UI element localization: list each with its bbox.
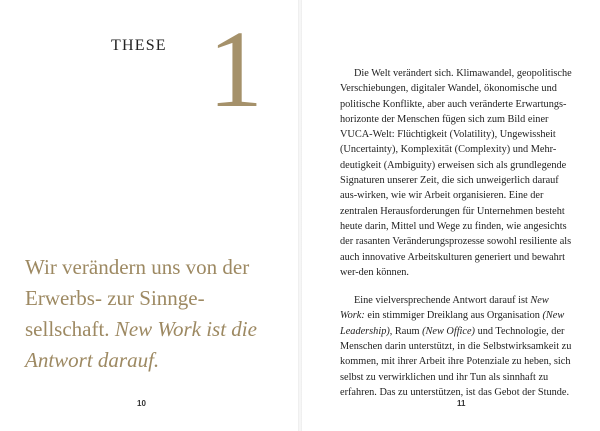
body-text xyxy=(340,66,572,400)
these-label: THESE xyxy=(111,37,167,54)
thesis-headline xyxy=(25,252,287,376)
paragraph-1: Die Welt verändert sich. Klimawandel, geopolitische Verschiebungen, digitaler Wandel, ökonomische und politische Konflikte, aber auch veränderte Erwartungs-horizonte der Menschen fügen sich zum Bild einer VUCA-Welt: Flüchtigkeit (Volatility), Ungewissheit (Uncertainty), Komplexität (Complexity) und Mehr-deutigkeit (Ambiguity) erweisen sich als grundlegende Signaturen unserer Zeit, die sich unweigerlich darauf aus-wirken, wie wir Arbeit organisieren. Eine der zentralen Herausforderungen für Unternehmen besteht heute darin, Mittel und Wege zu finden, wie angesichts der rasanten Veränderungsprozesse sowohl resiliente als auch innovative Arbeitskulturen generiert und bewahrt wer-den können. xyxy=(340,68,572,278)
paragraph-2-text: Eine vielversprechende Antwort darauf ist xyxy=(354,295,531,307)
new-office-term: (New Office) xyxy=(422,325,475,337)
left-page xyxy=(0,0,298,431)
new-leadership-term: (New Leadership) xyxy=(340,310,565,337)
these-number: 1 xyxy=(208,8,263,130)
page-number-left: 10 xyxy=(137,399,146,408)
page-number-right: 11 xyxy=(457,399,466,408)
new-work-term: New Work: xyxy=(340,295,549,322)
headline-text: Wir verändern uns von der Erwerbs- zur Sinnge-sellschaft. xyxy=(25,255,250,341)
paragraph-2-text: und Technologie, der Menschen darin unterstützt, in die Selbstwirksamkeit zu kommen, mit ihrer Arbeit ihre Potenziale zu heben, sich selbst zu verwirklichen und ihr Tun als sinnhaft zu erfahren. Das zu unterstützen, ist das Gebot der Stunde. xyxy=(340,325,572,398)
paragraph-2-text: , Raum xyxy=(389,325,423,337)
paragraph-2-text: ein stimmiger Dreiklang aus Organisation xyxy=(364,310,543,322)
headline-emphasis: New Work ist die Antwort darauf. xyxy=(25,317,257,372)
right-page xyxy=(302,0,600,431)
paragraph-2 xyxy=(340,293,572,400)
